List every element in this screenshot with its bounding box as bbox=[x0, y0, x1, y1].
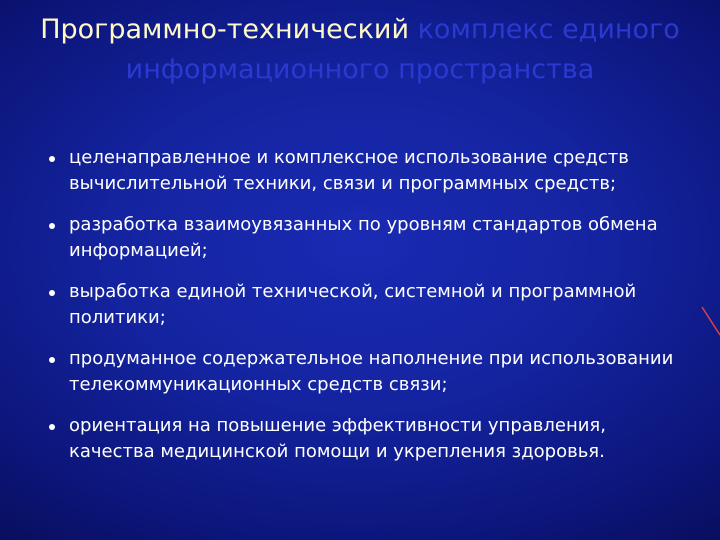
bullet-dot-icon bbox=[49, 357, 55, 363]
bullet-item bbox=[46, 145, 686, 197]
bullet-text: выработка единой технической, системной и программной политики; bbox=[69, 281, 637, 328]
bullet-item bbox=[46, 413, 686, 465]
bullet-dot-icon bbox=[49, 156, 55, 162]
bullet-dot-icon bbox=[49, 290, 55, 296]
decorative-accent-line bbox=[700, 305, 720, 345]
title-faded: комплекс единого информационного пространства bbox=[125, 14, 680, 85]
bullet-text: целенаправленное и комплексное использование средств вычислительной техники, связи и программных средств; bbox=[69, 147, 629, 194]
bullet-text: продуманное содержательное наполнение при использовании телекоммуникационных средств связи; bbox=[69, 348, 674, 395]
bullet-dot-icon bbox=[49, 223, 55, 229]
bullet-item bbox=[46, 212, 686, 264]
bullet-dot-icon bbox=[49, 424, 55, 430]
title-highlighted: Программно-технический bbox=[40, 14, 410, 45]
bullet-list bbox=[46, 145, 686, 480]
bullet-item bbox=[46, 346, 686, 398]
slide-title bbox=[40, 10, 680, 90]
bullet-text: разработка взаимоувязанных по уровням стандартов обмена информацией; bbox=[69, 214, 658, 261]
bullet-item bbox=[46, 279, 686, 331]
bullet-text: ориентация на повышение эффективности управления, качества медицинской помощи и укрепления здоровья. bbox=[69, 415, 606, 462]
